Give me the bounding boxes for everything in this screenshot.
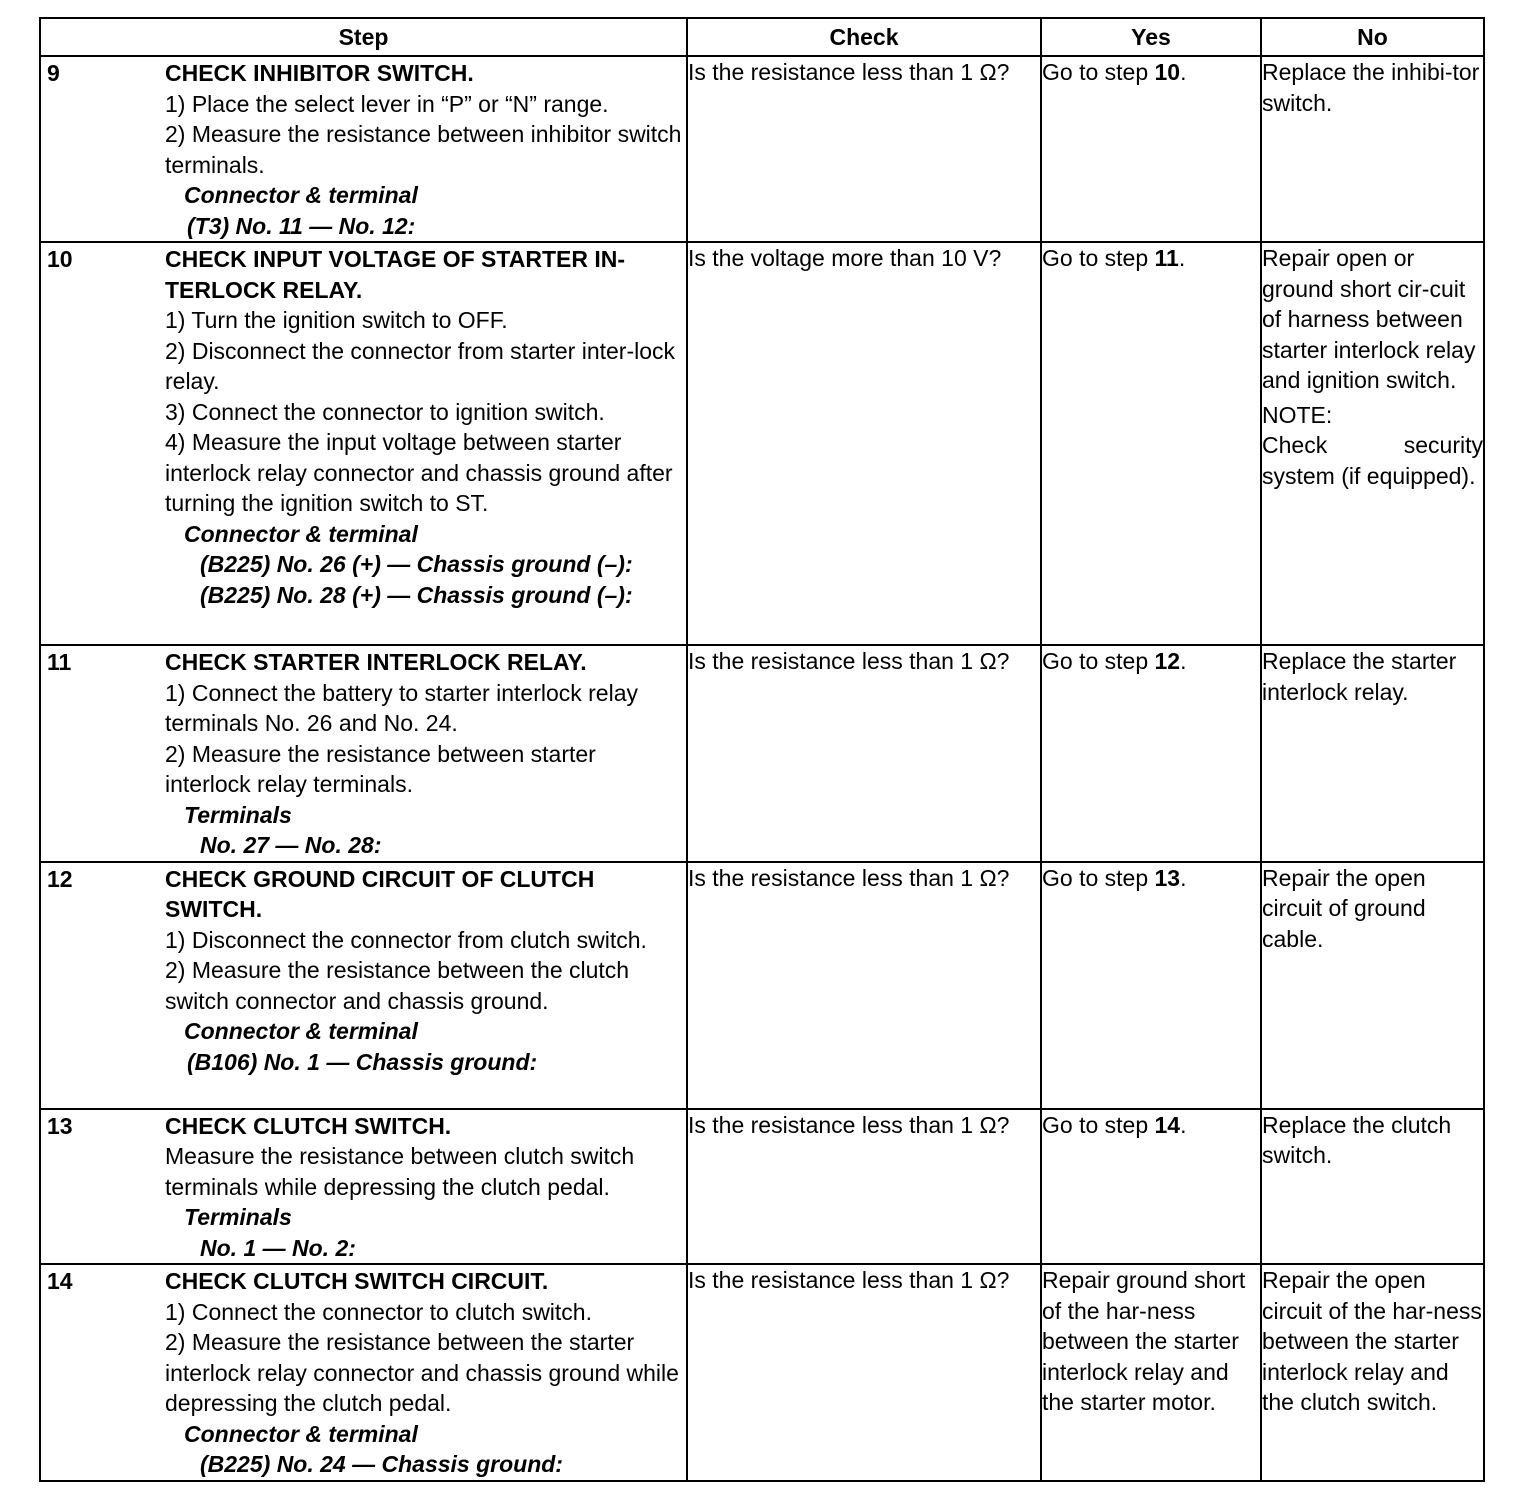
terminal-value: (T3) No. 11 — No. 12: — [187, 212, 416, 239]
no-text: Replace the clutch switch. — [1262, 1111, 1452, 1168]
yes-suffix: . — [1180, 1111, 1187, 1138]
terminal-label: Connector & terminal — [184, 182, 418, 208]
no-text: Repair the open circuit of the har-ness between the starter interlock relay and the clutch switch. — [1262, 1267, 1482, 1415]
yes-cell — [1041, 242, 1261, 645]
no-cell — [1261, 862, 1484, 1109]
yes-suffix: . — [1180, 648, 1187, 674]
yes-suffix: . — [1180, 59, 1187, 85]
step-title: CHECK STARTER INTERLOCK RELAY. — [165, 649, 587, 675]
check-text: Is the resistance less than 1 Ω? — [688, 864, 1010, 891]
yes-prefix: Go to step — [1042, 648, 1155, 674]
header-no: No — [1261, 18, 1484, 56]
yes-step-number: 12 — [1154, 648, 1181, 674]
step-line: 2) Disconnect the connector from starter inter-lock relay. — [165, 337, 676, 394]
terminal-value: (B225) No. 24 — Chassis ground: — [200, 1451, 563, 1477]
step-line: 1) Connect the battery to starter interlock relay terminals No. 26 and No. 24. — [165, 679, 638, 736]
check-cell — [687, 645, 1041, 862]
step-line: 1) Turn the ignition switch to OFF. — [165, 307, 508, 333]
check-text: Is the resistance less than 1 Ω? — [688, 648, 1010, 674]
check-cell — [687, 242, 1041, 645]
step-cell — [40, 1264, 687, 1481]
yes-step-number: 14 — [1154, 1111, 1181, 1138]
yes-prefix: Go to step — [1042, 245, 1155, 271]
terminal-value: No. 27 — No. 28: — [200, 832, 382, 858]
terminal-value: No. 1 — No. 2: — [200, 1234, 356, 1261]
terminal-label: Connector & terminal — [184, 1018, 418, 1044]
step-row-9 — [40, 56, 1484, 242]
yes-cell — [1041, 1109, 1261, 1265]
yes-cell — [1041, 1264, 1261, 1481]
step-number: 11 — [47, 649, 72, 675]
yes-prefix: Go to step — [1042, 59, 1155, 85]
header-row — [40, 18, 1484, 56]
step-row-12 — [40, 862, 1484, 1109]
step-number: 9 — [47, 60, 60, 86]
no-text: Repair the open circuit of ground cable. — [1262, 864, 1426, 952]
check-cell — [687, 862, 1041, 1109]
no-cell — [1261, 56, 1484, 242]
step-body — [165, 647, 684, 861]
terminal-label: Connector & terminal — [184, 1420, 418, 1447]
no-cell — [1261, 1109, 1484, 1265]
yes-cell — [1041, 56, 1261, 242]
step-number: 14 — [47, 1268, 73, 1294]
step-line: 2) Measure the resistance between the clutch switch connector and chassis ground. — [165, 957, 630, 1014]
header-yes: Yes — [1041, 18, 1261, 56]
step-row-11 — [40, 645, 1484, 862]
step-line: 1) Place the select lever in “P” or “N” range. — [165, 90, 609, 117]
step-body — [165, 58, 684, 241]
step-title: CHECK INHIBITOR SWITCH. — [165, 60, 474, 86]
no-cell — [1261, 1264, 1484, 1481]
yes-cell — [1041, 862, 1261, 1109]
check-cell — [687, 56, 1041, 242]
diagnostic-table — [39, 17, 1485, 1482]
note-label: NOTE: — [1262, 401, 1333, 428]
yes-step-number: 11 — [1154, 245, 1179, 271]
step-cell — [40, 862, 687, 1109]
step-title: CHECK CLUTCH SWITCH. — [165, 1112, 452, 1139]
check-text: Is the resistance less than 1 Ω? — [688, 1111, 1010, 1138]
step-row-10 — [40, 242, 1484, 645]
terminal-value: (B106) No. 1 — Chassis ground: — [187, 1048, 538, 1075]
step-body — [165, 244, 684, 610]
step-body — [165, 1266, 684, 1480]
step-cell — [40, 1109, 687, 1265]
check-text: Is the voltage more than 10 V? — [688, 245, 1002, 271]
no-text: Replace the starter interlock relay. — [1262, 648, 1457, 705]
step-title: CHECK CLUTCH SWITCH CIRCUIT. — [165, 1268, 549, 1294]
check-text: Is the resistance less than 1 Ω? — [688, 1267, 1010, 1293]
step-number: 10 — [47, 246, 73, 272]
yes-cell — [1041, 645, 1261, 862]
check-text: Is the resistance less than 1 Ω? — [688, 59, 1010, 85]
check-cell — [687, 1264, 1041, 1481]
step-line: 2) Measure the resistance between the starter interlock relay connector and chassis ground while depressing the clutch pedal. — [165, 1329, 679, 1416]
step-number: 12 — [47, 865, 73, 892]
step-body — [165, 864, 684, 1078]
step-row-14 — [40, 1264, 1484, 1481]
yes-step-number: 13 — [1154, 864, 1181, 891]
terminal-label: Terminals — [184, 801, 292, 828]
header-check: Check — [687, 18, 1041, 56]
step-line: 1) Disconnect the connector from clutch switch. — [165, 926, 647, 953]
step-line: 2) Measure the resistance between starter interlock relay terminals. — [165, 740, 596, 797]
step-row-13 — [40, 1109, 1484, 1265]
terminal-label: Terminals — [184, 1204, 292, 1230]
no-text: Replace the inhibi-tor switch. — [1262, 59, 1480, 116]
step-line: 4) Measure the input voltage between starter interlock relay connector and chassis ground after turning the ignition switch to ST. — [165, 429, 673, 516]
step-title: CHECK INPUT VOLTAGE OF STARTER IN-TERLOCK RELAY. — [165, 246, 625, 303]
yes-suffix: . — [1180, 864, 1187, 891]
yes-prefix: Go to step — [1042, 864, 1155, 891]
check-cell — [687, 1109, 1041, 1265]
header-step: Step — [40, 18, 687, 56]
yes-prefix: Go to step — [1042, 1111, 1155, 1138]
step-line: 3) Connect the connector to ignition switch. — [165, 398, 605, 425]
step-cell — [40, 645, 687, 862]
terminal-value: (B225) No. 26 (+) — Chassis ground (–): — [200, 551, 633, 577]
no-cell — [1261, 645, 1484, 862]
step-number: 13 — [47, 1112, 73, 1139]
no-cell — [1261, 242, 1484, 645]
note-text: Check security system (if equipped). — [1262, 432, 1483, 489]
no-text: Repair open or ground short cir-cuit of harness between starter interlock relay and ignition switch. — [1262, 245, 1476, 393]
yes-text: Repair ground short of the har-ness between the starter interlock relay and the starter motor. — [1042, 1267, 1246, 1415]
step-line: 2) Measure the resistance between inhibitor switch terminals. — [165, 121, 682, 178]
step-cell — [40, 56, 687, 242]
yes-step-number: 10 — [1154, 59, 1181, 85]
step-title: CHECK GROUND CIRCUIT OF CLUTCH SWITCH. — [165, 865, 595, 922]
step-line: 1) Connect the connector to clutch switch. — [165, 1298, 592, 1325]
yes-suffix: . — [1178, 245, 1186, 271]
terminal-value: (B225) No. 28 (+) — Chassis ground (–): — [200, 581, 633, 608]
step-body — [165, 1111, 684, 1264]
step-cell — [40, 242, 687, 645]
step-line: Measure the resistance between clutch switch terminals while depressing the clutch pedal. — [165, 1143, 635, 1200]
terminal-label: Connector & terminal — [184, 520, 418, 547]
